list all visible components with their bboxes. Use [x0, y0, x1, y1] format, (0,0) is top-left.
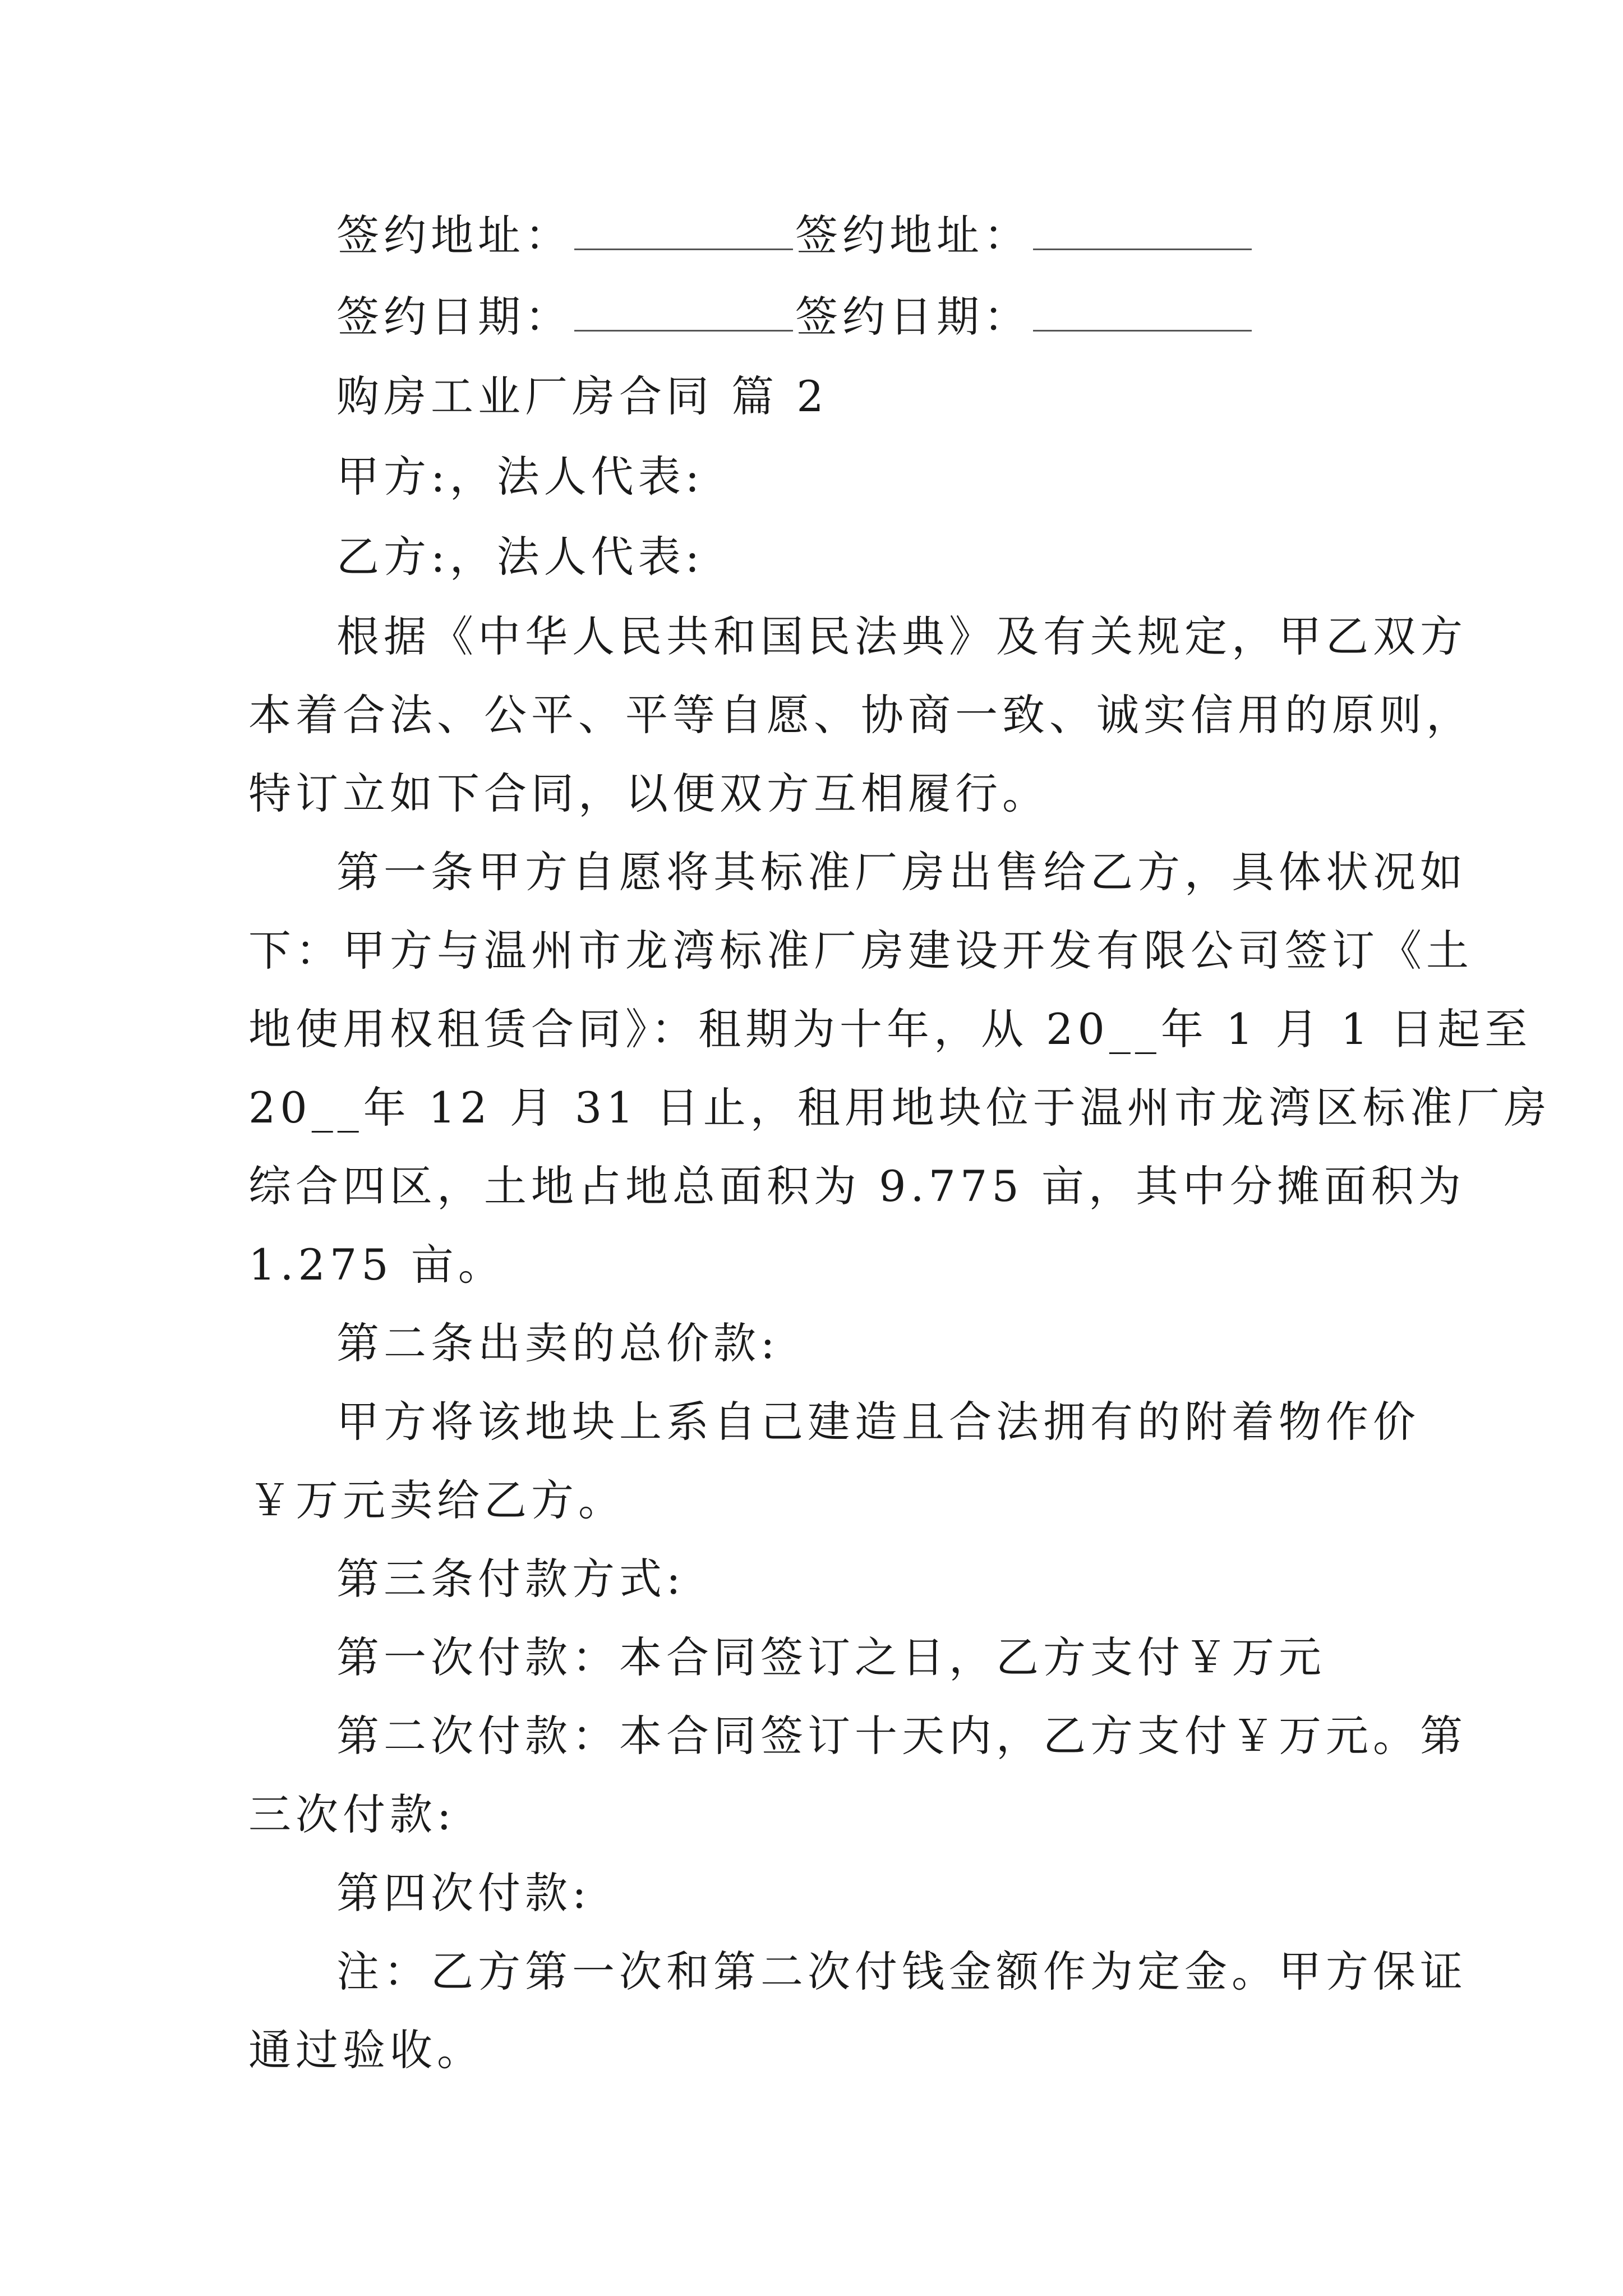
signing-address-blank-a [574, 215, 793, 250]
paragraph-line: 三次付款: [248, 1789, 456, 1839]
paragraph-line: 下：甲方与温州市龙湾标准厂房建设开发有限公司签订《土 [248, 926, 1473, 976]
paragraph-line: ￥万元卖给乙方。 [248, 1475, 625, 1525]
signing-date-blank-a [574, 296, 793, 332]
paragraph-line: 20__年 12 月 31 日止，租用地块位于温州市龙湾区标准厂房 [248, 1083, 1551, 1133]
paragraph-line: 地使用权租赁合同》：租期为十年，从 20__年 1 月 1 日起至 [248, 1004, 1532, 1054]
paragraph-line: 根据《中华人民共和国民法典》及有关规定，甲乙双方 [336, 611, 1467, 661]
party-b-line: 乙方:，法人代表: [336, 532, 704, 582]
signing-date-label-a: 签约日期： [336, 292, 572, 342]
paragraph-line: 第二次付款：本合同签订十天内，乙方支付￥万元。第 [336, 1711, 1467, 1761]
signing-address-blank-b [1033, 215, 1252, 250]
article-heading: 第三条付款方式: [336, 1554, 685, 1604]
signing-address-label-a: 签约地址： [336, 210, 572, 260]
paragraph-line: 甲方将该地块上系自己建造且合法拥有的附着物作价 [336, 1397, 1420, 1447]
signing-address-label-b: 签约地址： [795, 210, 1031, 260]
paragraph-line: 第一条甲方自愿将其标准厂房出售给乙方，具体状况如 [336, 847, 1467, 897]
signing-date-row [336, 289, 1254, 345]
section-heading: 购房工业厂房合同 篇 2 [336, 371, 828, 421]
paragraph-line: 注：乙方第一次和第二次付钱金额作为定金。甲方保证 [336, 1947, 1467, 1996]
article-heading: 第二条出卖的总价款: [336, 1318, 780, 1368]
paragraph-line: 1.275 亩。 [248, 1240, 505, 1290]
signing-address-row [336, 208, 1254, 264]
paragraph-line: 本着合法、公平、平等自愿、协商一致、诚实信用的原则， [248, 690, 1473, 740]
paragraph-line: 第一次付款：本合同签订之日，乙方支付￥万元 [336, 1632, 1326, 1682]
signing-date-blank-b [1033, 296, 1252, 332]
paragraph-line: 通过验收。 [248, 2025, 484, 2075]
paragraph-line: 综合四区，土地占地总面积为 9.775 亩，其中分摊面积为 [248, 1161, 1465, 1211]
paragraph-line: 特订立如下合同，以便双方互相履行。 [248, 769, 1049, 818]
party-a-line: 甲方:，法人代表: [336, 452, 704, 501]
paragraph-line: 第四次付款: [336, 1868, 591, 1918]
signing-date-label-b: 签约日期： [795, 292, 1031, 342]
